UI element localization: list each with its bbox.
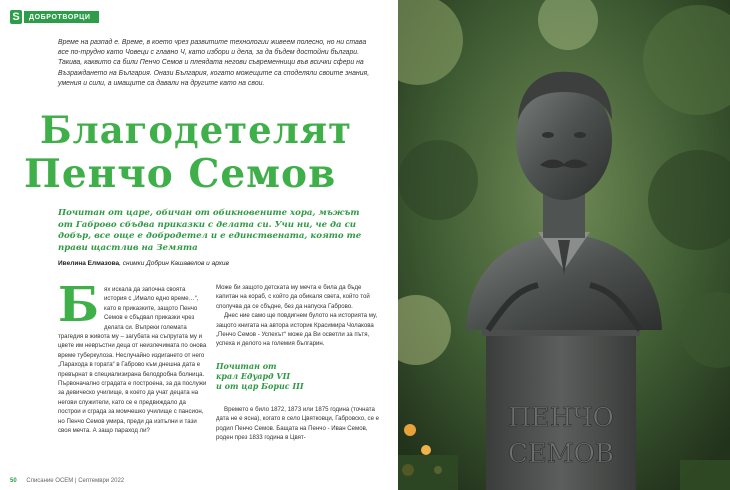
magazine-name: Списание ОСЕМ | Септември 2022: [26, 478, 125, 484]
bust-photo-illustration: [398, 0, 730, 490]
col2-paragraph-2: Днес ние само ще повдигнем булото на историята му, защото книгата на автора историк Красимира Чолакова „Пенчо Семов - Успехът“ може да Ви осветли за пътя, успеха и делото на големия българин.: [216, 312, 378, 348]
subheading: [216, 361, 380, 391]
drop-cap: Б: [58, 277, 100, 333]
plaque-line-2: СЕМОВ: [508, 439, 614, 469]
body-column-1: [58, 277, 208, 436]
col1-text: ях искала да започна своята история с „Имало едно време…“, като в приказките, защото Пенчо Семов е сбъдвал приказки чрез делата си. Въпреки големата трагедия в живота му – загубата на съпругата му и цвете им невръстни деца от неизлечимата по онова време туберкулоза. Неслучайно издигането от него „Парахода в гората“ в Габрово към днешна дата е превърнат в специализирана белодробна болница. Първоначално сградата е построена, за да послужи за девическо училище, в което да учат децата на негови служители, като се е предвиждало да построи и сграда за момчешко училище с пансион, но Пенчо Семов умира, преди да изпълни и тази своя мечта. А защо параход ли?: [58, 286, 207, 435]
article-title: [24, 108, 352, 196]
page-footer: [10, 478, 124, 484]
section-label: ДОБРОТВОРЦИ: [24, 11, 99, 23]
col2-paragraph-1: Може би защото детската му мечта е била да бъде капитан на кораб, с който да обикаля света, който той сполучва да се сбъдне, без да напуска Габрово.: [216, 284, 370, 310]
title-line-1: Благодетелят: [40, 108, 353, 152]
intro-paragraph: Време на разпад е. Време, в което чрез развитите технологии живеем полесно, но ни става все по-трудно като Човеци с главно Ч, като избори и дела, за да бъдем достойни българи. Такива, каквито са били Пенчо Семов и плеядата негови съвременници във всички сфери на Възраждането на България. Онази България, когато можещите са споделяли своите знания, умения и сили, а имащите са давали на другите като на свои.: [58, 39, 370, 87]
subheading-line-2: крал Едуард VII: [216, 370, 291, 381]
section-logo-icon: S: [10, 10, 22, 24]
title-line-2: Пенчо Семов: [24, 151, 337, 197]
byline: [58, 260, 229, 267]
section-tag: [10, 10, 99, 24]
byline-author: Ивелина Елмазова: [58, 260, 120, 267]
page-number: 50: [10, 478, 17, 484]
plaque-line-1: ПЕНЧО: [508, 403, 614, 433]
lead-paragraph: Почитан от царе, обичан от обикновените хора, мъжът от Габрово сбъдва приказки с делата си. Учи ни, че да си добър, все още е добродетел и е единствената, която те прави щастлив на Земята: [58, 208, 362, 253]
subheading-line-1: Почитан от: [216, 360, 277, 371]
col2-paragraph-3: Времето е било 1872, 1873 или 1875 година (точната дата не е ясна), когато в село Цвятковци, Габровско, се е родил Пенчо Семов. Бащата на Пенчо - Иван Семов, роден през 1833 година в Цвят-: [216, 405, 380, 442]
byline-photos: , снимки Добрин Кашавелов и архив: [119, 260, 229, 267]
subheading-line-3: и от цар Борис III: [216, 380, 304, 391]
bust-photo: [398, 0, 730, 490]
body-column-2: [216, 283, 380, 442]
